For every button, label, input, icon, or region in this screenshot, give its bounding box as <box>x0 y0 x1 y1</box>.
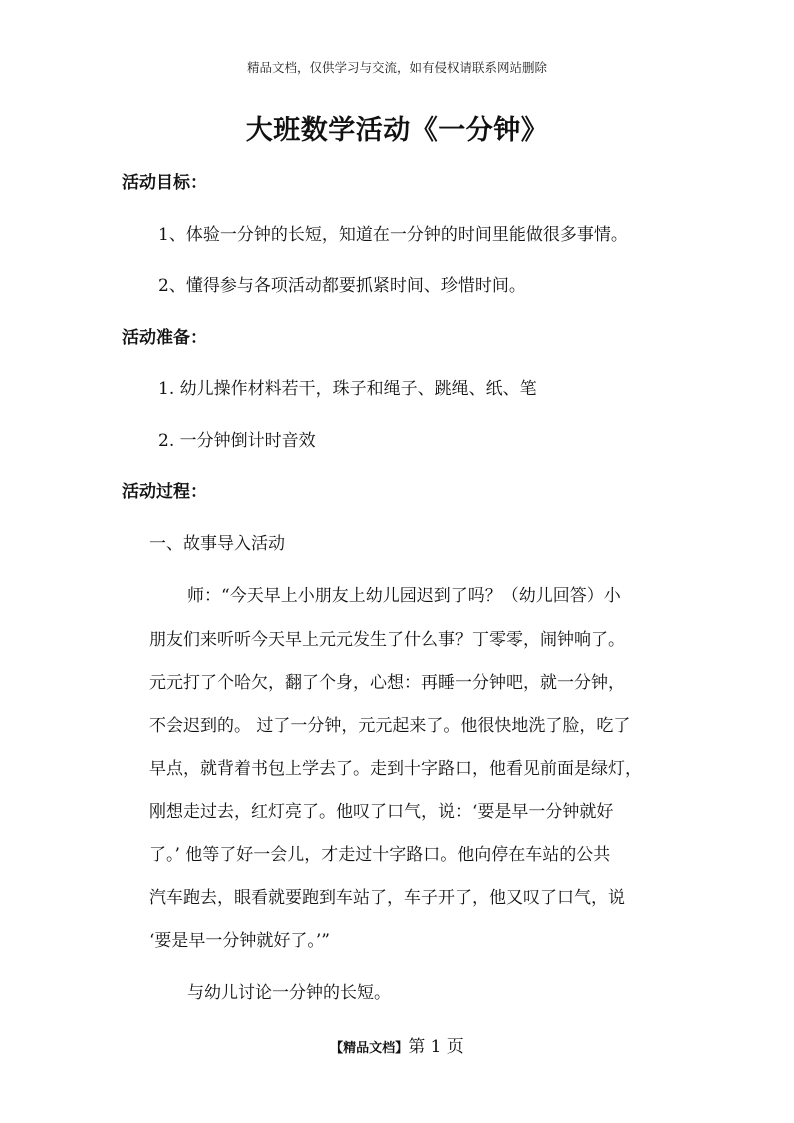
process-step-1: 一、故事导入活动 <box>149 534 285 554</box>
section-heading-prep: 活动准备： <box>122 328 207 348</box>
header-disclaimer: 精品文档，仅供学习与交流，如有侵权请联系网站删除 <box>246 60 547 75</box>
story-line-4: 不会迟到的。 过了一分钟，元元起来了。他很快地洗了脸，吃了 <box>149 716 631 736</box>
story-line-5: 早点，就背着书包上学去了。走到十字路口，他看见前面是绿灯， <box>149 759 642 779</box>
story-line-7: 了。’ 他等了好一会儿，才走过十字路口。他向停在车站的公共 <box>149 845 611 865</box>
goal-item-1: 1、体验一分钟的长短，知道在一分钟的时间里能做很多事情。 <box>158 225 628 245</box>
document-title: 大班数学活动《一分钟》 <box>245 115 549 146</box>
story-line-2: 朋友们来听听今天早上元元发生了什么事？丁零零，闹钟响了。 <box>149 630 625 650</box>
story-line-8: 汽车跑去，眼看就要跑到车站了，车子开了，他又叹了口气，说 <box>149 888 625 908</box>
discussion-line: 与幼儿讨论一分钟的长短。 <box>187 983 391 1003</box>
story-line-6: 刚想走过去，红灯亮了。他叹了口气，说：‘要是早一分钟就好 <box>149 802 614 822</box>
story-line-1: 师：“今天早上小朋友上幼儿园迟到了吗？（幼儿回答）小 <box>187 586 621 606</box>
section-heading-goals: 活动目标： <box>122 173 207 193</box>
prep-item-2: 2. 一分钟倒计时音效 <box>158 431 316 451</box>
footer-tag: 【精品文档】 <box>330 1041 409 1056</box>
prep-item-1: 1. 幼儿操作材料若干，珠子和绳子、跳绳、纸、笔 <box>158 379 537 399</box>
story-line-3: 元元打了个哈欠，翻了个身，心想：再睡一分钟吧，就一分钟， <box>149 673 625 693</box>
goal-item-2: 2、懂得参与各项活动都要抓紧时间、珍惜时间。 <box>158 276 526 296</box>
story-line-9: ‘要是早一分钟就好了。’” <box>149 931 330 951</box>
page-footer <box>0 1032 794 1057</box>
page-number: 第 1 页 <box>408 1037 464 1057</box>
section-heading-process: 活动过程： <box>122 482 207 502</box>
